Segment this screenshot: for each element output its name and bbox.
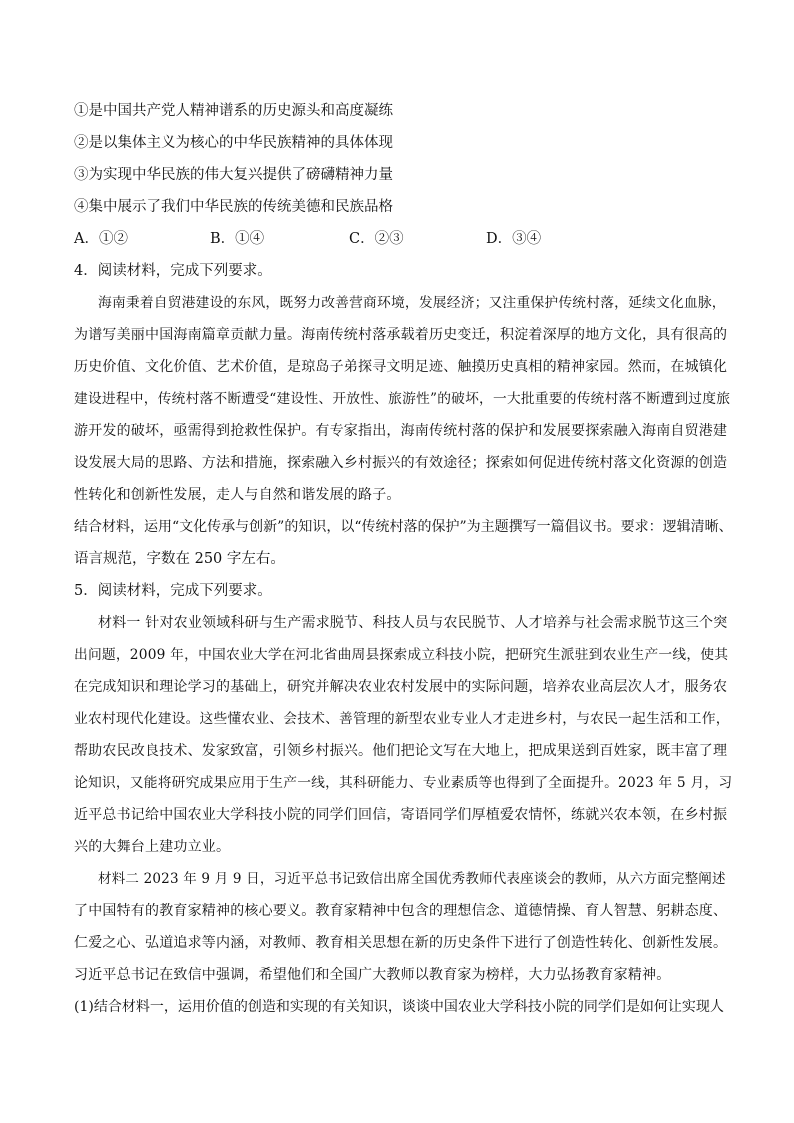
statement-1: ①是中国共产党人精神谱系的历史源头和高度凝练	[74, 103, 393, 119]
statement-3: ③为实现中华民族的伟大复兴提供了磅礴精神力量	[74, 167, 393, 183]
q4-task-line: 语言规范，字数在 250 字左右。	[74, 551, 285, 567]
q4-material-line: 游开发的破坏，亟需得到抢救性保护。有专家指出，海南传统村落的保护和发展要探索融入海南自贸港建	[74, 423, 728, 439]
q5-material2-line: 仁爱之心、弘道追求等内涵，对教师、教育相关思想在新的历史条件下进行了创造性转化、创新性发展。	[74, 935, 728, 951]
q4-material-line: 历史价值、文化价值、艺术价值，是琼岛子弟探寻文明足迹、触摸历史真相的精神家园。然而，在城镇化	[74, 359, 728, 375]
q4-material-line: 为谱写美丽中国海南篇章贡献力量。海南传统村落承载着历史变迁，积淀着深厚的地方文化，具有很高的	[74, 327, 728, 343]
q5-material1-line: 论知识，又能将研究成果应用于生产一线，其科研能力、专业素质等也得到了全面提升。2023 年 5 月，习	[74, 775, 733, 791]
q4-material-line: 性转化和创新性发展，走人与自然和谐发展的路子。	[74, 487, 401, 503]
q5-material1-line: 材料一 针对农业领域科研与生产需求脱节、科技人员与农民脱节、人才培养与社会需求脱节这三个突	[98, 615, 728, 631]
q4-material-line: 海南秉着自贸港建设的东风，既努力改善营商环境，发展经济；又注重保护传统村落，延续文化血脉，	[98, 295, 726, 311]
q5-material2-line: 材料二 2023 年 9 月 9 日，习近平总书记致信出席全国优秀教师代表座谈会的教师，从六方面完整阐述	[98, 871, 726, 887]
q5-material1-line: 近平总书记给中国农业大学科技小院的同学们回信，寄语同学们厚植爱农情怀，练就兴农本领，在乡村振	[74, 807, 728, 823]
statement-4: ④集中展示了我们中华民族的传统美德和民族品格	[74, 199, 393, 215]
q5-material2-line: 了中国特有的教育家精神的核心要义。教育家精神中包含的理想信念、道德情操、育人智慧、躬耕态度、	[74, 903, 728, 919]
option-d: D．③④	[486, 231, 542, 247]
q5-material2-line: 习近平总书记在致信中强调，希望他们和全国广大教师以教育家为榜样，大力弘扬教育家精神。	[74, 967, 671, 983]
q5-material1-line: 帮助农民改良技术、发家致富，引领乡村振兴。他们把论文写在大地上，把成果送到百姓家，既丰富了理	[74, 743, 728, 759]
q5-subquestion-1: (1)结合材料一，运用价值的创造和实现的有关知识，谈谈中国农业大学科技小院的同学们是如何让实现人	[74, 999, 724, 1015]
q4-material-line: 建设进程中，传统村落不断遭受“建设性、开放性、旅游性”的破坏，一大批重要的传统村落不断遭到过度旅	[74, 391, 731, 407]
q5-material1-line: 兴的大舞台上建功立业。	[74, 839, 231, 855]
q5-material1-line: 出问题，2009 年，中国农业大学在河北省曲周县探索成立科技小院，把研究生派驻到农业生产一线，使其	[74, 647, 729, 663]
option-b: B．①④	[210, 231, 265, 247]
statement-2: ②是以集体主义为核心的中华民族精神的具体体现	[74, 135, 393, 151]
q4-task-line: 结合材料，运用“文化传承与创新”的知识，以“传统村落的保护”为主题撰写一篇倡议书。要求：逻辑清晰、	[74, 519, 733, 535]
q5-material1-line: 业农村现代化建设。这些懂农业、会技术、善管理的新型农业专业人才走进乡村，与农民一起生活和工作，	[74, 711, 730, 727]
q4-material-line: 设发展大局的思路、方法和措施，探索融入乡村振兴的有效途径；探索如何促进传统村落文化资源的创造	[74, 455, 728, 471]
option-a: A．①②	[74, 231, 128, 247]
q5-material1-line: 在完成知识和理论学习的基础上，研究并解决农业农村发展中的实际问题，培养农业高层次人才，服务农	[74, 679, 728, 695]
question-4-title: 4．阅读材料，完成下列要求。	[74, 263, 272, 279]
option-c: C．②③	[349, 231, 404, 247]
question-5-title: 5．阅读材料，完成下列要求。	[74, 583, 272, 599]
